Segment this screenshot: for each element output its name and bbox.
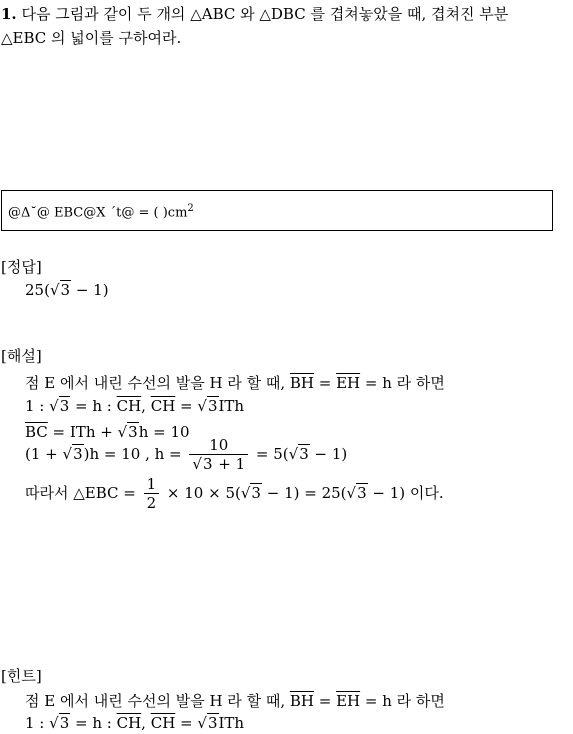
fraction: $\frac{10}{√3 + 1}$ [189, 437, 248, 473]
sqrt-symbol: √3 [197, 714, 218, 732]
hint-line-1: 점 E 에서 내린 수선의 발을 H 라 할 때, $\overline{BH} = \overline{EH} = h$ 라 하면 [25, 692, 445, 710]
solution-line-4: (1 + √3)h = 10 , h = $\frac{10}{√3 + 1}$ = 5(√3 − 1) [25, 436, 348, 473]
solution-line-3: $\overline{BC}$ = ITh + √3h = 10 [25, 423, 190, 441]
hint-line-2: 1 : √3 = h : $\overline{CH}$, $\overline{CH} = √3ITh$ [25, 714, 245, 732]
question-text-1: 다음 그림과 같이 두 개의 △ABC 와 △DBC 를 겹쳐놓았을 때, 겹쳐진 부분 [21, 5, 509, 23]
sqrt-symbol: √3 [346, 484, 367, 502]
sqrt-symbol: √3 [49, 714, 70, 732]
hint-header: [힌트] [1, 667, 42, 685]
solution-header: [해설] [1, 347, 42, 365]
sqrt-symbol: √3 [62, 445, 83, 463]
sqrt-symbol: √3 [197, 397, 218, 415]
fraction: $\frac{1}{2}$ [144, 476, 160, 512]
solution-line-5: 따라서 △EBC = $\frac{1}{2}$ × 10 × 5(√3 − 1) = 25(√3 − 1) 이다. [25, 475, 444, 512]
sqrt-symbol: √3 [288, 445, 309, 463]
solution-line-2: 1 : √3 = h : $\overline{CH}$, $\overline{CH} = √3ITh$ [25, 397, 245, 415]
solution-line-1: 점 E 에서 내린 수선의 발을 H 라 할 때, $\overline{BH} = \overline{EH} = h$ 라 하면 [25, 374, 445, 392]
question-line-1 [1, 3, 508, 24]
sqrt-symbol: √3 [240, 484, 261, 502]
sqrt-symbol: √3 [117, 423, 138, 441]
sqrt-symbol: √3 [49, 281, 71, 299]
question-number: 1. [1, 5, 17, 23]
answer-box-text: @Δ˘@ EBC@X ´t@ = ( )$cm^2$ [8, 203, 194, 221]
sqrt-symbol: √3 [49, 397, 70, 415]
answer-value: 25(√3 − 1) [25, 281, 109, 299]
answer-header: [정답] [1, 258, 42, 276]
answer-box [1, 190, 553, 231]
sqrt-symbol: √3 [192, 455, 213, 473]
question-line-2: △EBC 의 넓이를 구하여라. [1, 29, 182, 47]
